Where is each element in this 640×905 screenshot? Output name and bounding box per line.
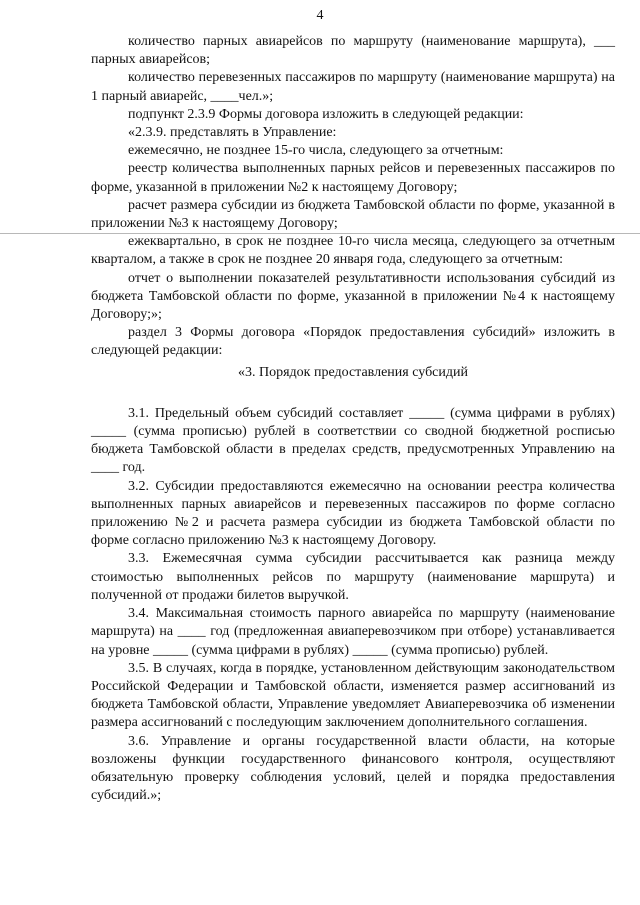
- paragraph: расчет размера субсидии из бюджета Тамбовской области по форме, указанной в приложении №3 к настоящему Договору;: [91, 197, 615, 232]
- document-body: [91, 33, 615, 805]
- clause: 3.3. Ежемесячная сумма субсидии рассчитывается как разница между стоимостью выполненных рейсов по маршруту (наименование маршрута) и полученной от продажи билетов выручкой.: [91, 551, 615, 603]
- clause: 3.2. Субсидии предоставляются ежемесячно на основании реестра количества выполненных парных авиарейсов и перевезенных пассажиров по форме согласно приложению №2 и расчета размера субсидии из бюджета Тамбовской области по форме согласно приложению №3 к настоящему Договору.: [91, 478, 615, 549]
- paragraph: отчет о выполнении показателей результативности использования субсидий из бюджета Тамбовской области по форме, указанной в приложении №4 к настоящему Договору;»;: [91, 270, 615, 323]
- paragraph: «2.3.9. представлять в Управление:: [128, 125, 337, 141]
- paragraph: ежемесячно, не позднее 15-го числа, следующего за отчетным:: [128, 143, 504, 159]
- paragraph: ежеквартально, в срок не позднее 10-го числа месяца, следующего за отчетным кварталом, а также в срок не позднее 20 января года, следующего за отчетным:: [91, 234, 615, 268]
- paragraph: подпункт 2.3.9 Формы договора изложить в следующей редакции:: [128, 106, 524, 122]
- clause: 3.5. В случаях, когда в порядке, установленном действующим законодательством Российской Федерации и Тамбовской области, изменяется размер ассигнований из бюджета Тамбовской области, Управление уведомляет Авиаперевозчика об изменении размера ассигнований с последующим заключением дополнительного соглашения.: [91, 660, 615, 731]
- section-heading: «3. Порядок предоставления субсидий: [237, 364, 468, 380]
- clause: 3.6. Управление и органы государственной власти области, на которые возложены функции государственного финансового контроля, осуществляют обязательную проверку соблюдения условий, целей и порядка предоставления субсидий.»;: [91, 733, 615, 804]
- paragraph: раздел 3 Формы договора «Порядок предоставления субсидий» изложить в следующей редакции:: [91, 325, 615, 359]
- paragraph: количество перевезенных пассажиров по маршруту (наименование маршрута) на 1 парный авиарейс, ____чел.»;: [91, 70, 615, 104]
- clause: 3.4. Максимальная стоимость парного авиарейса по маршруту (наименование маршрута) на ____ год (предложенная авиаперевозчиком при отборе) устанавливается на уровне _____ (сумма цифрами в рублях) _____ (сумма прописью) рублей.: [91, 606, 615, 658]
- page-number: 4: [316, 8, 324, 23]
- clause: 3.1. Предельный объем субсидий составляет _____ (сумма цифрами в рублях) _____ (сумма прописью) рублей в соответствии со сводной бюджетной росписью бюджета Тамбовской области в пределах средств, предусмотренных Управлению на ____ год.: [91, 405, 615, 476]
- paragraph: реестр количества выполненных парных рейсов и перевезенных пассажиров по форме, указанной в приложении №2 к настоящему Договору;: [91, 161, 615, 195]
- paragraph: количество парных авиарейсов по маршруту (наименование маршрута), ___ парных авиарейсов;: [91, 34, 615, 68]
